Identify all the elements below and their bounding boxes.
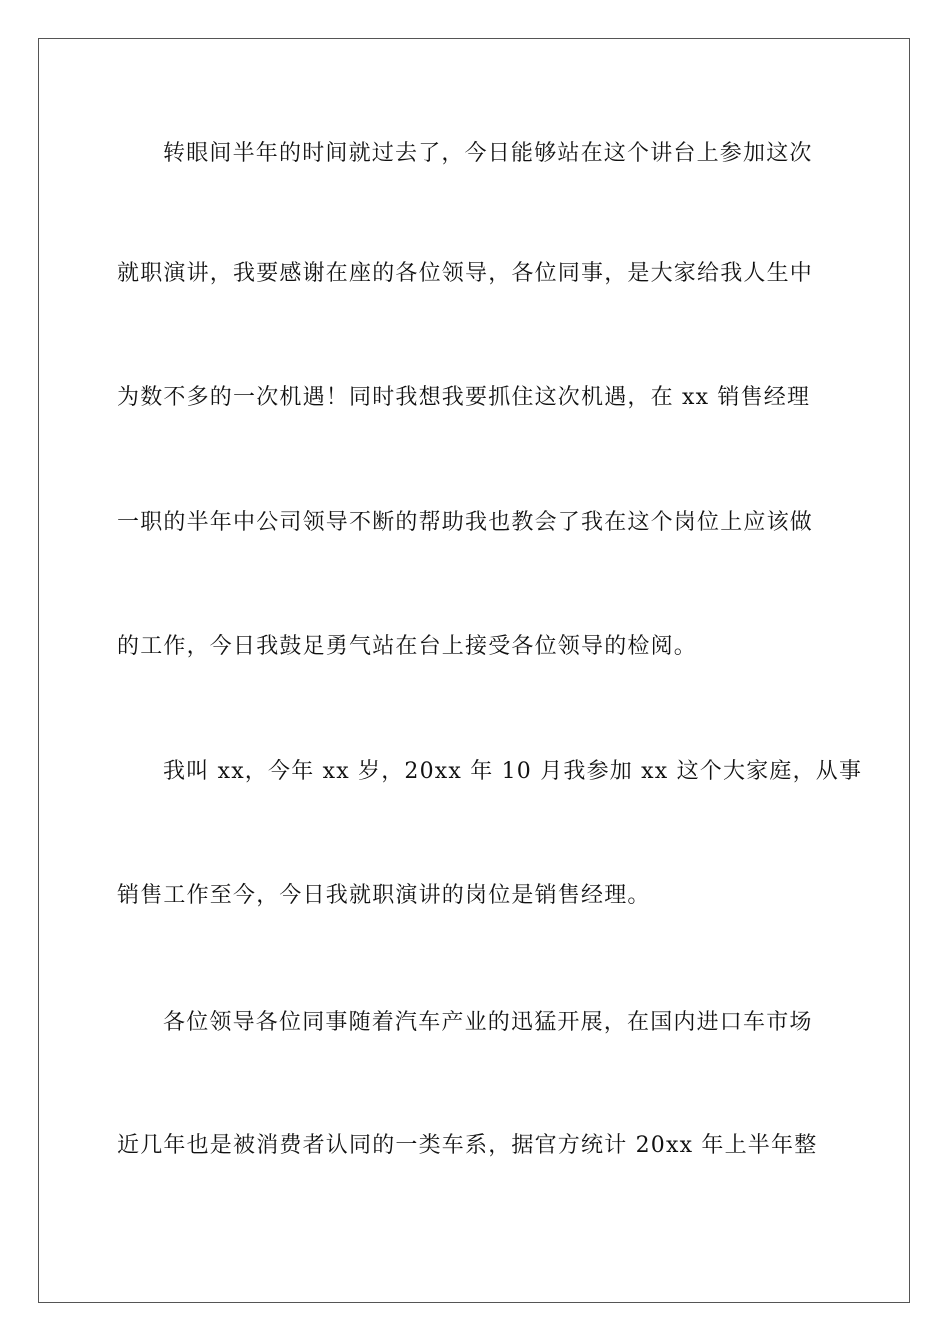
paragraph-1-line-2: 就职演讲，我要感谢在座的各位领导，各位同事，是大家给我人生中	[117, 261, 814, 286]
paragraph-3-line-1: 各位领导各位同事随着汽车产业的迅猛开展，在国内进口车市场	[163, 1010, 813, 1035]
paragraph-1-line-1: 转眼间半年的时间就过去了，今日能够站在这个讲台上参加这次	[163, 141, 813, 166]
paragraph-2-line-2: 销售工作至今，今日我就职演讲的岗位是销售经理。	[117, 883, 651, 908]
paragraph-1-line-3: 为数不多的一次机遇！同时我想我要抓住这次机遇，在 xx 销售经理	[117, 385, 811, 410]
paragraph-1-line-5: 的工作，今日我鼓足勇气站在台上接受各位领导的检阅。	[117, 634, 698, 659]
paragraph-2-line-1: 我叫 xx，今年 xx 岁，20xx 年 10 月我参加 xx 这个大家庭，从事	[163, 759, 863, 784]
page-border	[38, 38, 910, 1303]
paragraph-3-line-2: 近几年也是被消费者认同的一类车系，据官方统计 20xx 年上半年整	[117, 1133, 818, 1158]
paragraph-1-line-4: 一职的半年中公司领导不断的帮助我也教会了我在这个岗位上应该做	[117, 510, 814, 535]
